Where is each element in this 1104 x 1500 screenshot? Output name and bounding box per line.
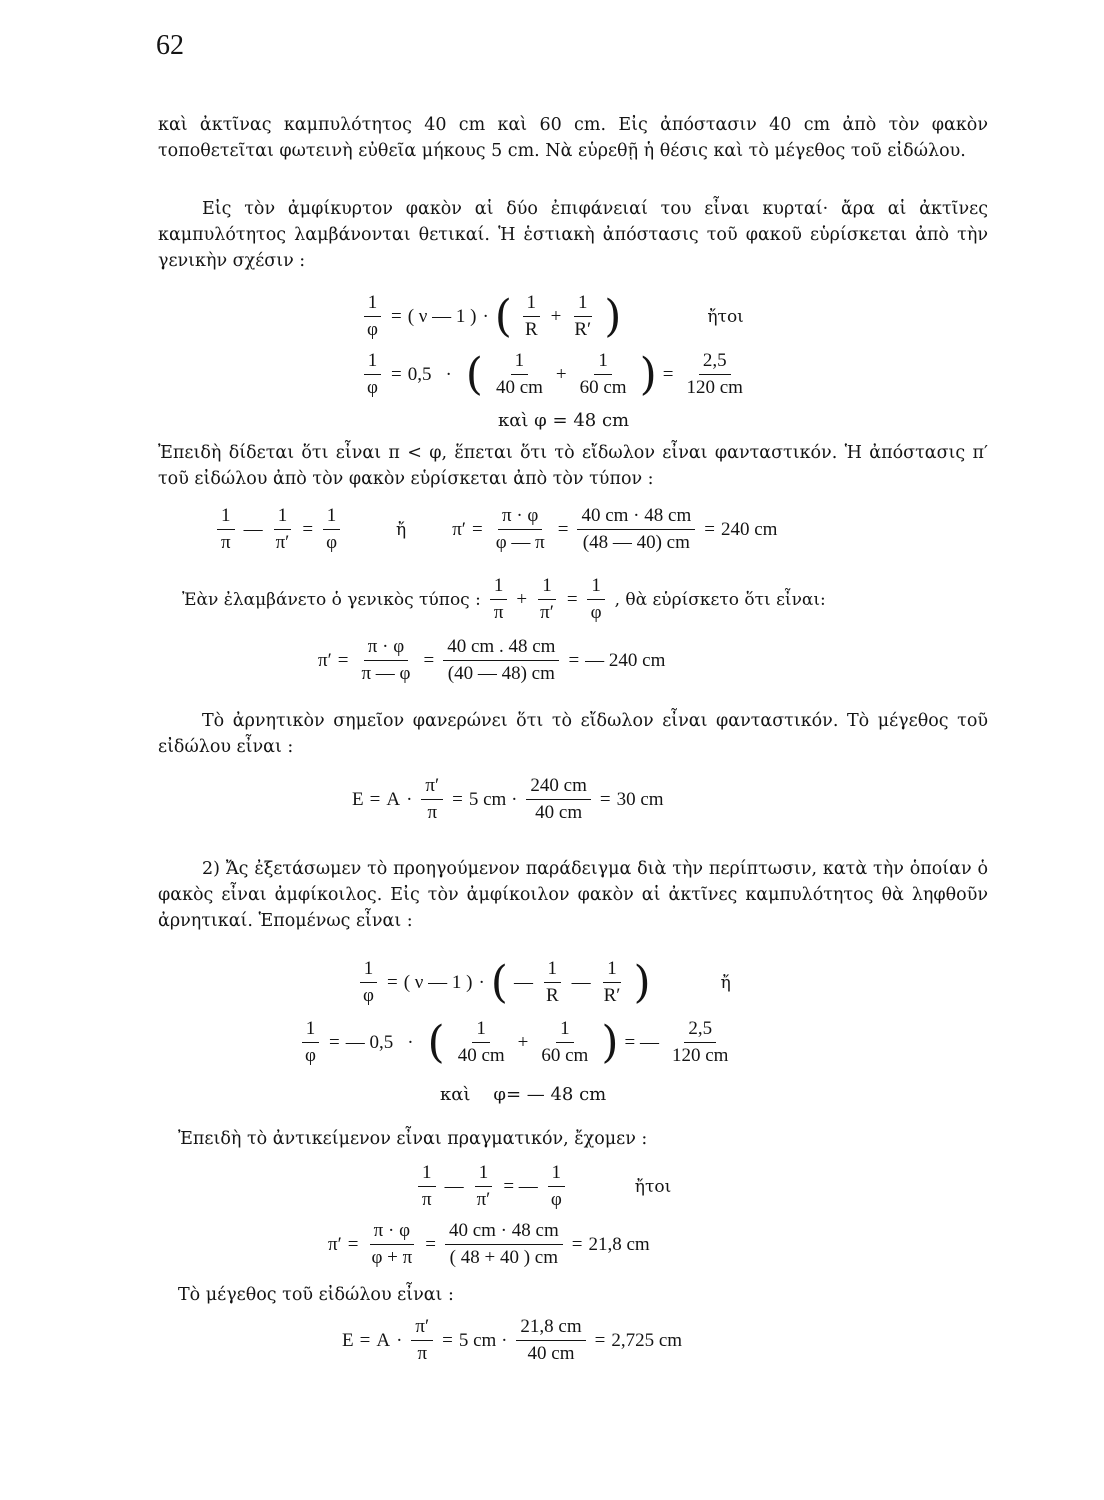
- equation-focal-result: καὶ φ = 48 cm: [498, 410, 630, 431]
- fraction-one-over-phi: $\frac{1}{\varphi}$: [363, 292, 382, 341]
- equation-image-size-convex: Ε = Α · $\frac{\pi'}{\pi}$ = 5 cm · $\frac{240 cm}{40 cm}$ = 30 cm: [352, 775, 664, 823]
- equation-image-distance: $\frac{1}{\pi}$ — $\frac{1}{\pi'}$ = $\frac{1}{\varphi}$ ἤ π′ = $\frac{\pi \cdot \varphi}{\varphi — \pi}$ = $\frac{40 cm \cdot 48 cm}{(48 — 40) cm}$ = 240 cm: [214, 505, 777, 554]
- equation-focal-result-concave: καὶ φ= — 48 cm: [440, 1084, 607, 1105]
- equation-lensmaker-concave: $\frac{1}{\varphi}$ = ( ν — 1 ) · ( — $\frac{1}{R}$ — $\frac{1}{R'}$ ) ἤ: [356, 958, 731, 1007]
- equation-image-size-concave: Ε = Α · $\frac{\pi'}{\pi}$ = 5 cm · $\frac{21,8 cm}{40 cm}$ = 2,725 cm: [342, 1316, 683, 1364]
- paragraph-problem-statement: καὶ ἀκτῖνας καμπυλότητος 40 cm καὶ 60 cm. Εἰς ἀπόστασιν 40 cm ἀπὸ τὸν φακὸν τοποθετεῖται φωτεινὴ εὐθεῖα μήκους 5 cm. Νὰ εὑρεθῇ ἡ θέσις καὶ τὸ μέγεθος τοῦ εἰδώλου.: [158, 115, 988, 161]
- paragraph-biconvex-lens: Εἰς τὸν ἀμφίκυρτον φακὸν αἱ δύο ἐπιφάνειαί του εἶναι κυρταί· ἄρα αἱ ἀκτῖνες καμπυλότητος λαμβάνονται θετικαί. Ἡ ἑστιακὴ ἀπόστασις τοῦ φακοῦ εὑρίσκεται ἀπὸ τὴν γενικὴν σχέσιν :: [158, 199, 988, 271]
- equation-image-distance-concave-result: π′ = $\frac{\pi \cdot \varphi}{\varphi + \pi}$ = $\frac{40 cm \cdot 48 cm}{( 48 + 40 ) cm}$ = 21,8 cm: [328, 1220, 650, 1268]
- page-number: 62: [156, 30, 184, 61]
- equation-lensmaker-general: $\frac{1}{\varphi}$ = ( ν — 1 ) · ( $\frac{1}{R}$ + $\frac{1}{R'}$ ) ἤτοι: [360, 292, 744, 341]
- word-itoi: ἤτοι: [707, 306, 744, 327]
- paragraph-real-object: Ἐπειδὴ τὸ ἀντικείμενον εἶναι πραγματικόν, ἔχομεν :: [178, 1129, 648, 1149]
- paragraph-biconcave-case: 2) Ἄς ἐξετάσωμεν τὸ προηγούμενον παράδειγμα διὰ τὴν περίπτωσιν, κατὰ τὴν ὁποίαν ὁ φακὸς εἶναι ἀμφίκοιλος. Εἰς τὸν ἀμφίκοιλον φακὸν αἱ ἀκτῖνες καμπυλότητος θὰ ληφθοῦν ἀρνητικαί. Ἑπομένως εἶναι :: [158, 859, 988, 931]
- paragraph-image-size-concave: Τὸ μέγεθος τοῦ εἰδώλου εἶναι :: [178, 1285, 454, 1305]
- equation-image-distance-concave: $\frac{1}{\pi}$ — $\frac{1}{\pi'}$ = — $\frac{1}{\varphi}$ ἤτοι: [415, 1162, 671, 1211]
- equation-image-distance-negative: π′ = $\frac{\pi \cdot \varphi}{\pi — \varphi}$ = $\frac{40 cm . 48 cm}{(40 — 48) cm}$ = — 240 cm: [318, 636, 666, 684]
- paragraph-negative-sign: Τὸ ἀρνητικὸν σημεῖον φανερώνει ὅτι τὸ εἴδωλον εἶναι φανταστικόν. Τὸ μέγεθος τοῦ εἰδώλου εἶναι :: [158, 711, 988, 757]
- equation-general-formula-sentence: Ἐὰν ἐλαμβάνετο ὁ γενικὸς τύπος : $\frac{1}{\pi}$ + $\frac{1}{\pi'}$ = $\frac{1}{\varphi}$ , θὰ εὑρίσκετο ὅτι εἶναι:: [182, 575, 826, 623]
- equation-focal-biconcave: $\frac{1}{\varphi}$ = — 0,5 · ( $\frac{1}{40 cm}$ + $\frac{1}{60 cm}$ ) = — $\frac{2,5}{120 cm}$: [298, 1018, 735, 1067]
- paragraph-virtual-image: Ἐπειδὴ δίδεται ὅτι εἶναι π < φ, ἕπεται ὅτι τὸ εἴδωλον εἶναι φανταστικόν. Ἡ ἀπόστασις π′ τοῦ εἰδώλου ἀπὸ τὸν φακὸν εὑρίσκεται ἀπὸ τὸν τύπον :: [158, 443, 988, 489]
- equation-focal-biconvex: $\frac{1}{\varphi}$ = 0,5 · ( $\frac{1}{40 cm}$ + $\frac{1}{60 cm}$ ) = $\frac{2,5}{120 cm}$: [360, 350, 750, 399]
